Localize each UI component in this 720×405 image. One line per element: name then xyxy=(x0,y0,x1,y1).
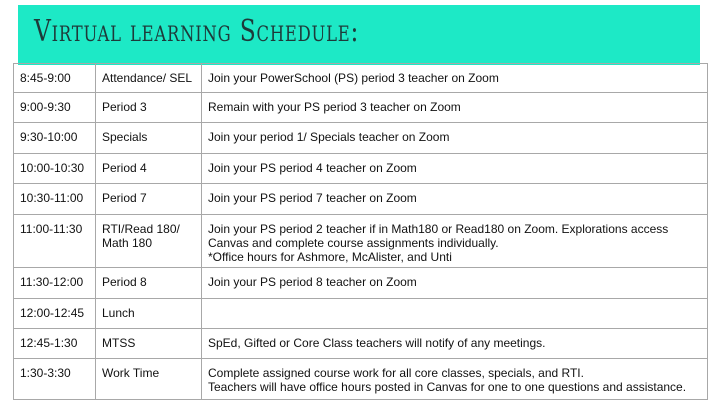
description-cell xyxy=(202,329,708,359)
block-cell: Specials xyxy=(96,123,202,154)
description-line: Teachers will have office hours posted in Canvas for one to one questions and assistance. xyxy=(208,380,687,394)
description-cell xyxy=(202,154,708,184)
description-cell xyxy=(202,184,708,215)
description-line: Join your PS period 4 teacher on Zoom xyxy=(208,161,417,175)
table-row xyxy=(14,184,708,215)
time-cell: 12:45-1:30 xyxy=(14,329,96,359)
description-cell xyxy=(202,123,708,154)
schedule-table xyxy=(13,63,708,400)
description-cell xyxy=(202,359,708,400)
block-line: Math 180 xyxy=(102,236,153,250)
block-cell: MTSS xyxy=(96,329,202,359)
table-row xyxy=(14,329,708,359)
block-cell: Lunch xyxy=(96,299,202,329)
block-cell: Work Time xyxy=(96,359,202,400)
block-cell: Period 8 xyxy=(96,268,202,299)
description-cell xyxy=(202,268,708,299)
description-line: Complete assigned course work for all core classes, specials, and RTI. xyxy=(208,366,584,380)
table-row xyxy=(14,154,708,184)
table-row xyxy=(14,64,708,93)
description-cell xyxy=(202,64,708,93)
description-line: Join your period 1/ Specials teacher on Zoom xyxy=(208,130,450,144)
time-cell: 10:00-10:30 xyxy=(14,154,96,184)
description-cell xyxy=(202,93,708,123)
table-row xyxy=(14,215,708,268)
description-line: Join your PS period 8 teacher on Zoom xyxy=(208,275,417,289)
block-cell xyxy=(96,215,202,268)
description-line: Join your PS period 7 teacher on Zoom xyxy=(208,191,417,205)
time-cell: 9:00-9:30 xyxy=(14,93,96,123)
table-row xyxy=(14,359,708,400)
description-line: Remain with your PS period 3 teacher on Zoom xyxy=(208,100,461,114)
description-line: *Office hours for Ashmore, McAlister, and Unti xyxy=(208,250,452,264)
table-row xyxy=(14,93,708,123)
table-row xyxy=(14,299,708,329)
description-line: Join your PowerSchool (PS) period 3 teacher on Zoom xyxy=(208,71,499,85)
description-line: SpEd, Gifted or Core Class teachers will notify of any meetings. xyxy=(208,336,546,350)
block-line: RTI/Read 180/ xyxy=(102,222,180,236)
table-row xyxy=(14,268,708,299)
page-title: Virtual learning Schedule: xyxy=(34,14,360,49)
time-cell: 8:45-9:00 xyxy=(14,64,96,93)
block-cell: Period 4 xyxy=(96,154,202,184)
time-cell: 10:30-11:00 xyxy=(14,184,96,215)
description-line: Join your PS period 2 teacher if in Math180 or Read180 on Zoom. Explorations access xyxy=(208,222,669,236)
time-cell: 11:00-11:30 xyxy=(14,215,96,268)
description-cell xyxy=(202,215,708,268)
table-row xyxy=(14,123,708,154)
description-cell xyxy=(202,299,708,329)
schedule-body xyxy=(14,64,708,400)
block-cell: Period 3 xyxy=(96,93,202,123)
time-cell: 1:30-3:30 xyxy=(14,359,96,400)
time-cell: 9:30-10:00 xyxy=(14,123,96,154)
time-cell: 12:00-12:45 xyxy=(14,299,96,329)
block-cell: Period 7 xyxy=(96,184,202,215)
block-cell: Attendance/ SEL xyxy=(96,64,202,93)
time-cell: 11:30-12:00 xyxy=(14,268,96,299)
description-line: Canvas and complete course assignments individually. xyxy=(208,236,499,250)
